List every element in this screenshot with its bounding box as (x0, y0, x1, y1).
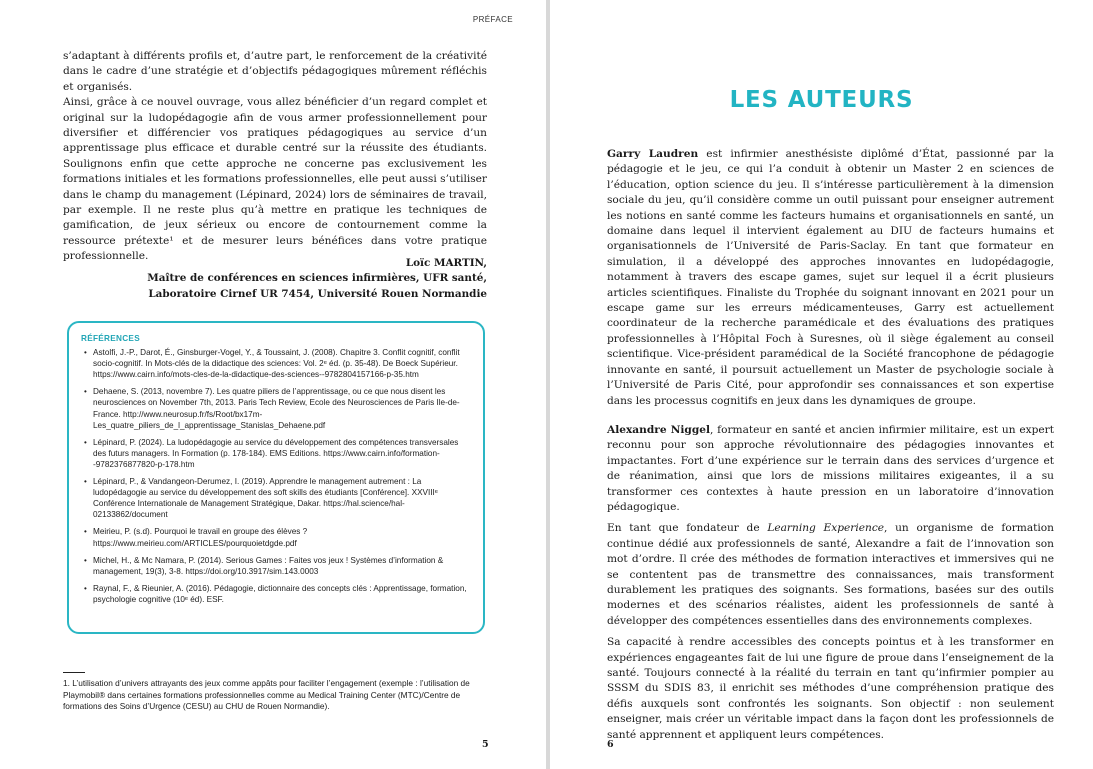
signature (63, 256, 487, 302)
references-title: RÉFÉRENCES (81, 334, 140, 343)
section-title: LES AUTEURS (729, 87, 914, 113)
preface-paragraph-2: Ainsi, grâce à ce nouvel ouvrage, vous allez bénéficier d’un regard complet et original sur la ludopédagogie afin de vous armer professionnellement pour diversifier et différencier vos pratiques pédagogiques au service d’un apprentissage plus efficace et durable centré sur la réussite des étudiants. Soulignons enfin que cette approche ne concerne pas exclusivement les formations initiales et les formations professionnelles, elle peut aussi s’utiliser dans le champ du management (Lépinard, 2024) lors de séminaires de travail, par exemple. Il ne reste plus qu’à mettre en pratique les techniques de gamification, de jeux sérieux ou encore de contournement comme la ressource prétexte¹ et de mesurer leurs bénéfices dans votre pratique professionnelle. (63, 96, 487, 263)
reference-item: • Astolfi, J.-P., Darot, É., Ginsburger-Vogel, Y., & Toussaint, J. (2008). Chapitre 3. Conflit cognitif, conflit socio-cognitif. In Mots-clés de la didactique des sciences: Vol. 2ᵉ éd. (p. 35-48). De Boeck Supérieur. https://www.cairn.info/mots-cles-de-la-didactique-des-sciences--9782804157166-p-35.htm (93, 347, 473, 380)
running-header: PRÉFACE (472, 15, 513, 24)
preface-text (63, 49, 487, 265)
reference-item: • Raynal, F., & Rieunier, A. (2016). Pédagogie, dictionnaire des concepts clés : Apprentissage, formation, psychologie cognitive (10ᵉ éd). ESF. (93, 583, 473, 605)
author-bio-laudren (607, 147, 1054, 409)
organisation-name: Learning Experience (767, 522, 885, 535)
author-bio-niggel (607, 423, 1054, 515)
references-box (67, 321, 485, 634)
footnote-rule (63, 672, 85, 673)
page-number: 6 (607, 739, 614, 750)
left-page (0, 0, 546, 769)
author-name: Alexandre Niggel (607, 423, 711, 436)
reference-item: • Dehaene, S. (2013, novembre 7). Les quatre piliers de l’apprentissage, ou ce que nous disent les neurosciences on November 7th, 2013. Paris Tech Review, Ecole des Neurosciences de Paris Ile-de-France. http://www.neurosup.fr/fs/Root/bx17m-Les_quatre_piliers_de_l_apprentissage_Stanislas_Dehaene.pdf (93, 386, 473, 430)
page-number: 5 (482, 739, 489, 750)
preface-paragraph-1: s’adaptant à différents profils et, d’autre part, le renforcement de la créativité dans le cadre d’une stratégie et d’objectifs pédagogiques mûrement réfléchis et organisés. (63, 50, 487, 93)
author-bio-text: , un organisme de formation continue dédié aux professionnels de santé, Alexandre a fait de l’innovation son mot d’ordre. Il crée des méthodes de formation interactives et immersives qui ne se contentent pas de transmettre des connaissances, mais transforment durablement les pratiques des soignants. Ses formations, basées sur des outils modernes et des scénarios réalistes, aident les professionnels de santé à développer des compétences essentielles dans des environnements complexes. (607, 522, 1054, 627)
signature-title: Maître de conférences en sciences infirmières, UFR santé, (147, 272, 487, 285)
authors-text (607, 147, 1054, 743)
author-bio-text: , formateur en santé et ancien infirmier militaire, est un expert reconnu pour son approche révolutionnaire des pédagogies innovantes et impactantes. Fort d’une expérience sur le terrain dans des services d’urgence et de réanimation, ainsi que lors de missions militaires exigeantes, il a su transformer ces contextes à haute pression en un laboratoire d’innovation pédagogique. (607, 423, 1054, 513)
author-bio-niggel-2 (607, 521, 1054, 629)
reference-item: • Lépinard, P. (2024). La ludopédagogie au service du développement des compétences transversales des futurs managers. In Formation (p. 178-184). EMS Editions. https://www.cairn.info/formation--9782376877820-p-178.htm (93, 437, 473, 470)
signature-affiliation: Laboratoire Cirnef UR 7454, Université Rouen Normandie (148, 287, 487, 300)
author-bio-text: est infirmier anesthésiste diplômé d’État, passionné par la pédagogie et le jeu, ce qui l’a conduit à obtenir un Master 2 en sciences de l’éducation, option science du jeu. Il s’intéresse particulièrement à la dimension sociale du jeu, qu’il considère comme un outil puissant pour enseigner autrement les notions en santé comme les facteurs humains et organisationnels en santé, un domaine dans lequel il intervient également au DIU de facteurs humains et organisationnels de l’Université de Paris-Saclay. En tant que formateur en simulation, il a développé des approches innovantes en ludopédagogie, notamment à travers des escape games, sujet sur lequel il a écrit plusieurs articles scientifiques. Finaliste du Trophée du soignant innovant en 2021 pour un escape game sur les erreurs médicamenteuses, Garry est actuellement coordinateur de la recherche paramédicale et des évaluations des pratiques professionnelles à l’Hôpital Foch à Suresnes, où il siège également au conseil scientifique. Vice-président paramédical de la Société francophone de pédagogie innovante en santé, il poursuit actuellement un Master de psychologie sociale à l’Université de Paris Cité, pour approfondir ses connaissances et son expertise dans les processus cognitifs en jeux dans les dynamiques de groupe. (607, 148, 1054, 407)
reference-item: • Lépinard, P., & Vandangeon-Derumez, I. (2019). Apprendre le management autrement : La ludopédagogie au service du développement des soft skills des étudiants [Conférence]. XXVIIIᵉ Conférence Internationale de Management Stratégique, Dakar. https://hal.science/hal-02133862/document (93, 476, 473, 520)
author-bio-text: En tant que fondateur de (607, 522, 768, 535)
right-page (550, 0, 1093, 769)
reference-item: • Michel, H., & Mc Namara, P. (2014). Serious Games : Faites vos jeux ! Systèmes d’information & management, 19(3), 3-8. https://doi.org/10.3917/sim.143.0003 (93, 555, 473, 577)
author-name: Garry Laudren (607, 148, 699, 160)
reference-item: • Meirieu, P. (s.d). Pourquoi le travail en groupe des élèves ? https://www.meirieu.com/ARTICLES/pourquoietdgde.pdf (93, 526, 473, 548)
footnote: 1. L’utilisation d’univers attrayants des jeux comme appâts pour faciliter l’engagement (exemple : l’utilisation de Playmobil® dans certaines formations professionnelles comme au Medical Training Center (MTC)/Centre de formations des Soins d’Urgence (CESU) au CHU de Rouen Normandie). (63, 678, 470, 712)
references-list (81, 347, 473, 605)
author-bio-niggel-3: Sa capacité à rendre accessibles des concepts pointus et à les transformer en expériences engageantes fait de lui une figure de proue dans l’enseignement de la santé. Toujours connecté à la réalité du terrain en tant qu’infirmier pompier au SSSM du SDIS 83, il enrichit ses méthodes d’une compréhension pratique des défis auxquels sont confrontés les soignants. Son objectif : non seulement enseigner, mais créer un véritable impact dans la façon dont les professionnels de santé apprennent et appliquent leurs compétences. (607, 636, 1054, 741)
signature-name: Loïc MARTIN, (405, 257, 487, 269)
